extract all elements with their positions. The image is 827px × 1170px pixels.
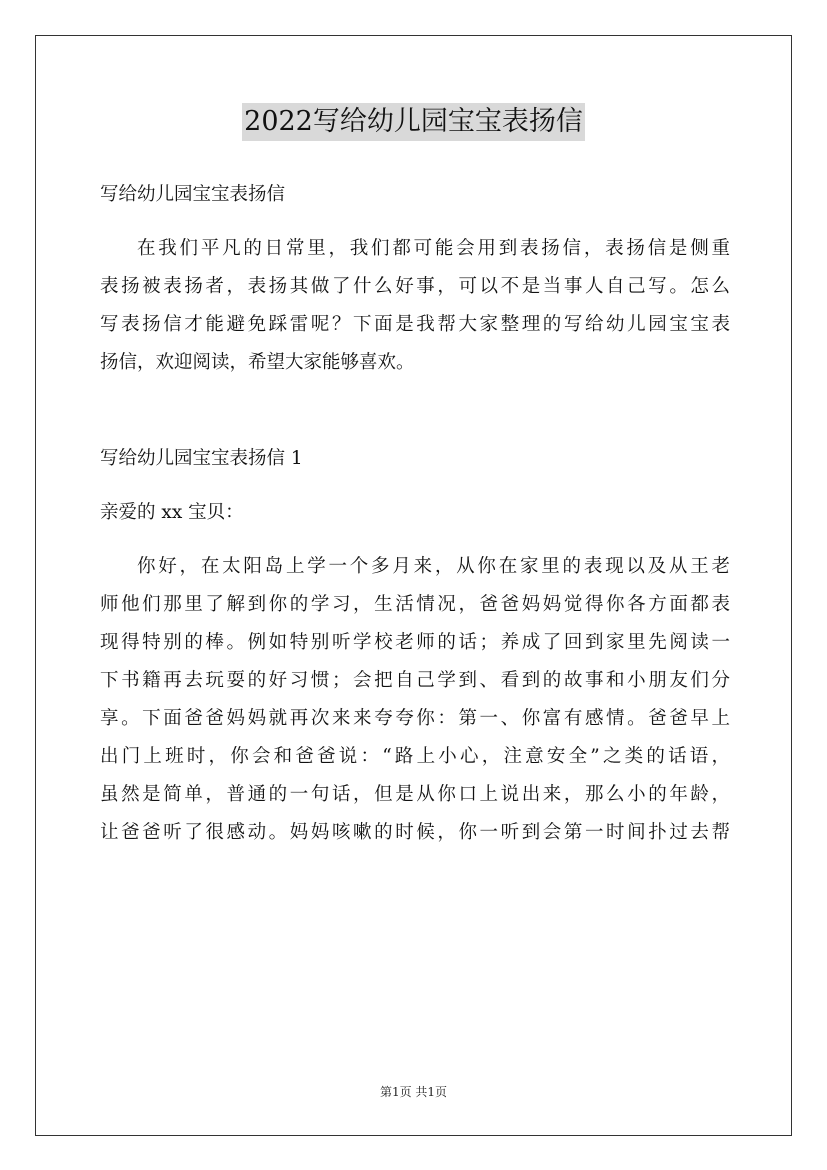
salutation: 亲爱的 xx 宝贝： xyxy=(100,502,244,523)
body-line: 下书籍再去玩耍的好习惯；会把自己学到、看到的故事和小朋友们分 xyxy=(100,670,730,691)
body-line: 虽然是简单，普通的一句话，但是从你口上说出来，那么小的年龄， xyxy=(100,784,730,805)
intro-line: 表扬被表扬者，表扬其做了什么好事，可以不是当事人自己写。怎么 xyxy=(100,276,730,297)
document-body xyxy=(100,176,730,852)
intro-line: 扬信，欢迎阅读，希望大家能够喜欢。 xyxy=(100,352,415,373)
title-container xyxy=(0,103,827,141)
section-title: 写给幼儿园宝宝表扬信 1 xyxy=(100,448,303,469)
subtitle: 写给幼儿园宝宝表扬信 xyxy=(100,184,286,205)
body-line: 你好，在太阳岛上学一个多月来，从你在家里的表现以及从王老 xyxy=(137,556,730,577)
body-line: 师他们那里了解到你的学习，生活情况，爸爸妈妈觉得你各方面都表 xyxy=(100,594,730,615)
section-spacer xyxy=(100,382,730,440)
page-number-footer: 第1页 共1页 xyxy=(379,1085,448,1099)
intro-line: 写表扬信才能避免踩雷呢？下面是我帮大家整理的写给幼儿园宝宝表 xyxy=(100,314,730,335)
intro-line: 在我们平凡的日常里，我们都可能会用到表扬信，表扬信是侧重 xyxy=(137,238,730,259)
intro-paragraph xyxy=(100,230,730,382)
body-line: 享。下面爸爸妈妈就再次来来夸夸你：第一、你富有感情。爸爸早上 xyxy=(100,708,730,729)
body-line: 现得特别的棒。例如特别听学校老师的话；养成了回到家里先阅读一 xyxy=(100,632,730,653)
letter-body-paragraph xyxy=(100,548,730,852)
body-line: 让爸爸听了很感动。妈妈咳嗽的时候，你一听到会第一时间扑过去帮 xyxy=(100,822,730,843)
body-line: 出门上班时，你会和爸爸说：“路上小心，注意安全”之类的话语， xyxy=(100,746,730,767)
document-title: 2022写给幼儿园宝宝表扬信 xyxy=(242,103,585,141)
